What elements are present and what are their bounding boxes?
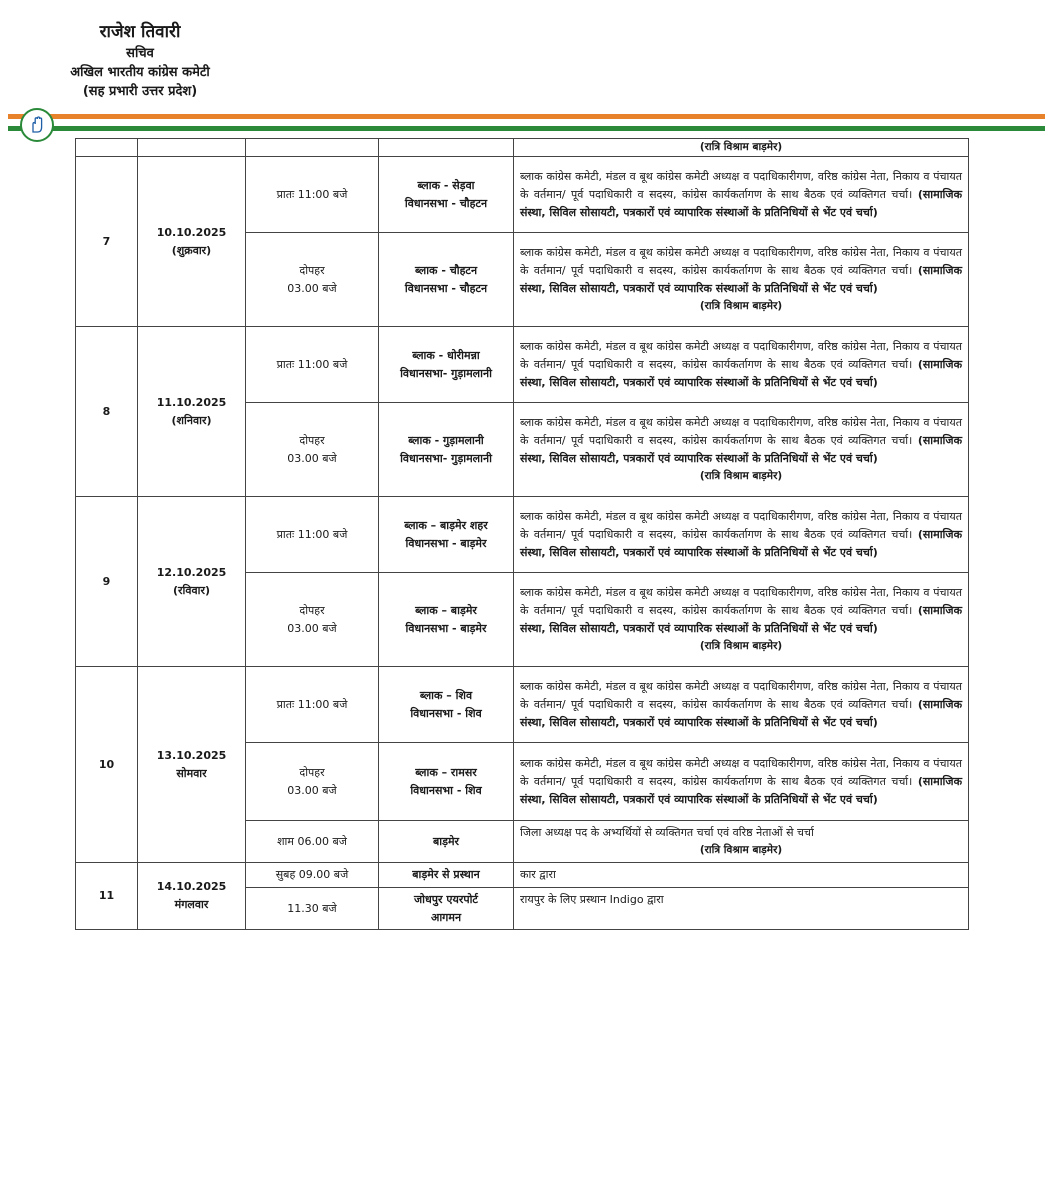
time: प्रातः 11:00 बजे xyxy=(246,497,379,573)
meeting-bold: (सामाजिक संस्था, सिविल सोसायटी, पत्रकारों एवं व्यापारिक संस्थाओं के प्रतिनिधियों से भेंट एवं चर्चा) xyxy=(520,434,963,465)
table-row xyxy=(76,327,969,403)
serial-number: 7 xyxy=(76,157,138,327)
date: 14.10.2025 xyxy=(156,880,227,893)
description xyxy=(514,667,969,743)
description: रायपुर के लिए प्रस्थान Indigo द्वारा xyxy=(514,888,969,930)
block: ब्लाक – शिव xyxy=(419,688,473,702)
serial-number: 9 xyxy=(76,497,138,667)
letterhead xyxy=(40,20,240,101)
congress-hand-icon xyxy=(20,108,54,142)
description xyxy=(514,573,969,667)
block: ब्लाक - सेड़वा xyxy=(417,178,475,192)
meeting-description: ब्लाक कांग्रेस कमेटी, मंडल व बूथ कांग्रेस कमेटी अध्यक्ष व पदाधिकारीगण, वरिष्ठ कांग्रेस नेता, निकाय व पंचायत के वर्तमान/ पूर्व पदाधिकारी व सदस्य, कांग्रेस कार्यकर्तागण के साथ बैठक एवं व्यक्तिगत चर्चा। xyxy=(520,509,962,541)
description xyxy=(514,743,969,821)
place-cell xyxy=(379,888,514,930)
assembly: विधानसभा - बाड़मेर xyxy=(405,621,487,635)
block: ब्लाक - धोरीमन्ना xyxy=(412,348,480,362)
sender-name: राजेश तिवारी xyxy=(99,22,181,42)
serial-number: 8 xyxy=(76,327,138,497)
assembly: विधानसभा - चौहटन xyxy=(404,281,488,295)
night-halt: (रात्रि विश्राम बाड़मेर) xyxy=(699,470,783,482)
date: 10.10.2025 xyxy=(156,225,227,239)
place-cell xyxy=(379,403,514,497)
description xyxy=(514,821,969,863)
evening-description: जिला अध्यक्ष पद के अभ्यर्थियों से व्यक्तिगत चर्चा एवं वरिष्ठ नेताओं से चर्चा xyxy=(520,826,814,839)
weekday: (शनिवार) xyxy=(171,413,212,427)
table-row xyxy=(76,157,969,233)
place: बाड़मेर से प्रस्थान xyxy=(379,863,514,888)
time-cell xyxy=(246,743,379,821)
time-cell xyxy=(246,233,379,327)
table-row xyxy=(76,497,969,573)
place-cell xyxy=(379,573,514,667)
sender-role: (सह प्रभारी उत्तर प्रदेश) xyxy=(82,84,198,99)
time-label: दोपहर xyxy=(299,263,325,277)
block: ब्लाक – बाड़मेर शहर xyxy=(404,518,488,532)
white-stripe xyxy=(8,121,1045,124)
block: ब्लाक - चौहटन xyxy=(414,263,478,277)
description xyxy=(514,157,969,233)
meeting-description: ब्लाक कांग्रेस कमेटी, मंडल व बूथ कांग्रेस कमेटी अध्यक्ष व पदाधिकारीगण, वरिष्ठ कांग्रेस नेता, निकाय व पंचायत के वर्तमान/ पूर्व पदाधिकारी व सदस्य, कांग्रेस कार्यकर्तागण के साथ बैठक एवं व्यक्तिगत चर्चा। xyxy=(520,586,962,617)
date-cell xyxy=(138,667,246,863)
meeting-bold: (सामाजिक संस्था, सिविल सोसायटी, पत्रकारों एवं व्यापारिक संस्थाओं के प्रतिनिधियों से भेंट एवं चर्चा) xyxy=(520,527,963,559)
night-halt: (रात्रि विश्राम बाड़मेर) xyxy=(699,844,783,856)
serial-number: 11 xyxy=(76,863,138,930)
assembly: विधानसभा - चौहटन xyxy=(404,196,488,210)
time: प्रातः 11:00 बजे xyxy=(246,157,379,233)
time: 03.00 बजे xyxy=(287,783,337,797)
date-cell xyxy=(138,497,246,667)
time-label: दोपहर xyxy=(299,433,325,447)
meeting-description: ब्लाक कांग्रेस कमेटी, मंडल व बूथ कांग्रेस कमेटी अध्यक्ष व पदाधिकारीगण, वरिष्ठ कांग्रेस नेता, निकाय व पंचायत के वर्तमान/ पूर्व पदाधिकारी व सदस्य, कांग्रेस कार्यकर्तागण के साथ बैठक एवं व्यक्तिगत चर्चा। xyxy=(520,169,962,201)
place-cell xyxy=(379,497,514,573)
meeting-bold: (सामाजिक संस्था, सिविल सोसायटी, पत्रकारों एवं व्यापारिक संस्थाओं के प्रतिनिधियों से भेंट एवं चर्चा) xyxy=(520,697,963,729)
place-sub: आगमन xyxy=(430,910,462,924)
place-cell xyxy=(379,667,514,743)
assembly: विधानसभा- गुड़ामलानी xyxy=(400,366,492,380)
assembly: विधानसभा - बाड़मेर xyxy=(405,536,487,550)
weekday: (रविवार) xyxy=(173,583,210,597)
date-cell xyxy=(138,863,246,930)
time-cell xyxy=(246,573,379,667)
time-label: दोपहर xyxy=(299,765,325,779)
block: ब्लाक – बाड़मेर xyxy=(415,603,477,617)
time: 11.30 बजे xyxy=(246,888,379,930)
weekday: (शुक्रवार) xyxy=(171,243,212,257)
meeting-bold: (सामाजिक संस्था, सिविल सोसायटी, पत्रकारों एवं व्यापारिक संस्थाओं के प्रतिनिधियों से भेंट एवं चर्चा) xyxy=(520,604,963,635)
meeting-description: ब्लाक कांग्रेस कमेटी, मंडल व बूथ कांग्रेस कमेटी अध्यक्ष व पदाधिकारीगण, वरिष्ठ कांग्रेस नेता, निकाय व पंचायत के वर्तमान/ पूर्व पदाधिकारी व सदस्य, कांग्रेस कार्यकर्तागण के साथ बैठक एवं व्यक्तिगत चर्चा। xyxy=(520,339,962,371)
place-cell xyxy=(379,327,514,403)
time: सुबह 09.00 बजे xyxy=(246,863,379,888)
table-row xyxy=(76,863,969,888)
place-cell xyxy=(379,233,514,327)
time: 03.00 बजे xyxy=(287,451,337,465)
tour-schedule-table xyxy=(75,138,969,930)
description xyxy=(514,233,969,327)
time-label: दोपहर xyxy=(299,603,325,617)
time-cell xyxy=(246,403,379,497)
green-stripe xyxy=(8,126,1045,131)
description xyxy=(514,497,969,573)
sender-designation: सचिव xyxy=(126,46,154,61)
night-halt: (रात्रि विश्राम बाड़मेर) xyxy=(699,141,783,153)
weekday: मंगलवार xyxy=(174,898,209,911)
place: जोधपुर एयरपोर्ट xyxy=(414,892,478,906)
night-halt: (रात्रि विश्राम बाड़मेर) xyxy=(699,300,783,312)
date: 13.10.2025 xyxy=(156,748,227,762)
description xyxy=(514,327,969,403)
meeting-bold: (सामाजिक संस्था, सिविल सोसायटी, पत्रकारों एवं व्यापारिक संस्थाओं के प्रतिनिधियों से भेंट एवं चर्चा) xyxy=(520,774,963,806)
saffron-stripe xyxy=(8,114,1045,119)
meeting-description: ब्लाक कांग्रेस कमेटी, मंडल व बूथ कांग्रेस कमेटी अध्यक्ष व पदाधिकारीगण, वरिष्ठ कांग्रेस नेता, निकाय व पंचायत के वर्तमान/ पूर्व पदाधिकारी व सदस्य, कांग्रेस कार्यकर्तागण के साथ बैठक एवं व्यक्तिगत चर्चा। xyxy=(520,246,962,277)
place-cell xyxy=(379,743,514,821)
place-cell xyxy=(379,157,514,233)
weekday: सोमवार xyxy=(176,766,207,780)
date: 11.10.2025 xyxy=(156,395,227,409)
sender-organization: अखिल भारतीय कांग्रेस कमेटी xyxy=(70,65,210,80)
time: 03.00 बजे xyxy=(287,281,337,295)
date-cell xyxy=(138,157,246,327)
time: शाम 06.00 बजे xyxy=(246,821,379,863)
date-cell xyxy=(138,327,246,497)
assembly: विधानसभा - शिव xyxy=(410,783,482,797)
time: प्रातः 11:00 बजे xyxy=(246,667,379,743)
meeting-description: ब्लाक कांग्रेस कमेटी, मंडल व बूथ कांग्रेस कमेटी अध्यक्ष व पदाधिकारीगण, वरिष्ठ कांग्रेस नेता, निकाय व पंचायत के वर्तमान/ पूर्व पदाधिकारी व सदस्य, कांग्रेस कार्यकर्तागण के साथ बैठक एवं व्यक्तिगत चर्चा। xyxy=(520,756,962,788)
meeting-bold: (सामाजिक संस्था, सिविल सोसायटी, पत्रकारों एवं व्यापारिक संस्थाओं के प्रतिनिधियों से भेंट एवं चर्चा) xyxy=(520,357,963,389)
meeting-description: ब्लाक कांग्रेस कमेटी, मंडल व बूथ कांग्रेस कमेटी अध्यक्ष व पदाधिकारीगण, वरिष्ठ कांग्रेस नेता, निकाय व पंचायत के वर्तमान/ पूर्व पदाधिकारी व सदस्य, कांग्रेस कार्यकर्तागण के साथ बैठक एवं व्यक्तिगत चर्चा। xyxy=(520,416,962,447)
table-row xyxy=(76,139,969,157)
time: 03.00 बजे xyxy=(287,621,337,635)
place: बाड़मेर xyxy=(379,821,514,863)
meeting-bold: (सामाजिक संस्था, सिविल सोसायटी, पत्रकारों एवं व्यापारिक संस्थाओं के प्रतिनिधियों से भेंट एवं चर्चा) xyxy=(520,264,963,295)
description xyxy=(514,403,969,497)
assembly: विधानसभा - शिव xyxy=(410,706,482,720)
block: ब्लाक - गुड़ामलानी xyxy=(408,433,484,447)
date: 12.10.2025 xyxy=(156,565,227,579)
serial-number: 10 xyxy=(76,667,138,863)
tricolor-stripes xyxy=(8,112,1045,134)
block: ब्लाक – रामसर xyxy=(415,765,477,779)
meeting-description: ब्लाक कांग्रेस कमेटी, मंडल व बूथ कांग्रेस कमेटी अध्यक्ष व पदाधिकारीगण, वरिष्ठ कांग्रेस नेता, निकाय व पंचायत के वर्तमान/ पूर्व पदाधिकारी व सदस्य, कांग्रेस कार्यकर्तागण के साथ बैठक एवं व्यक्तिगत चर्चा। xyxy=(520,679,962,711)
night-halt: (रात्रि विश्राम बाड़मेर) xyxy=(699,640,783,652)
table-row xyxy=(76,667,969,743)
time: प्रातः 11:00 बजे xyxy=(246,327,379,403)
assembly: विधानसभा- गुड़ामलानी xyxy=(400,451,492,465)
description: कार द्वारा xyxy=(514,863,969,888)
meeting-bold: (सामाजिक संस्था, सिविल सोसायटी, पत्रकारों एवं व्यापारिक संस्थाओं के प्रतिनिधियों से भेंट एवं चर्चा) xyxy=(520,187,963,219)
